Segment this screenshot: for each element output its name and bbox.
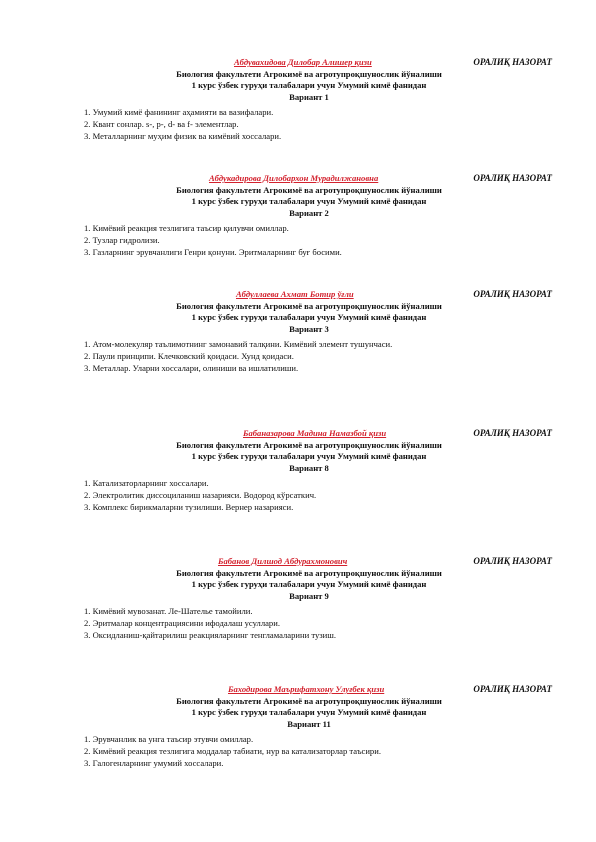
question-item: 3. Металларнинг муҳим физик ва кимёвий хоссалари. — [84, 130, 282, 141]
question-list — [84, 606, 596, 641]
question-item: 2. Эритмалар концентрациясини ифодалаш усуллари. — [84, 618, 280, 629]
variant-title: Вариант 3 — [289, 323, 329, 334]
student-name: Бабаназарова Мадина Намазбой қизи — [243, 428, 387, 438]
question-item: 3. Галогенларнинг умумий хоссалари. — [84, 757, 224, 768]
student-name: Бабанов Дилшод Абдурахмонович — [218, 556, 348, 566]
course-line: 1 курс ўзбек гуруҳи талабалари учун Умумий кимё фанидан — [191, 707, 427, 718]
faculty-line: Биология факультети Агрокимё ва агротупроқшунослик йўналиши — [176, 301, 442, 311]
question-item: 1. Кимёвий реакция тезлигига таъсир қилувчи омиллар. — [84, 223, 289, 234]
student-name: Абдувахидова Дилобар Алишер қизи — [234, 57, 372, 67]
variant-title: Вариант 9 — [289, 590, 329, 601]
variant-title: Вариант 1 — [289, 91, 329, 102]
variant-section — [0, 684, 596, 770]
question-item: 1. Умумий кимё фанининг аҳамияти ва вазифалари. — [84, 107, 274, 118]
faculty-line: Биология факультети Агрокимё ва агротупроқшунослик йўналиши — [176, 69, 442, 79]
variant-section — [0, 289, 596, 375]
question-item: 2. Квант сонлар. s-, p-, d- ва f- элементлар. — [84, 119, 239, 130]
question-item: 2. Паули принципи. Клечковский қоидаси. Хунд қоидаси. — [84, 351, 294, 362]
student-name: Абдукадирова Дилобархон Мурадилжановна — [209, 173, 379, 183]
course-line: 1 курс ўзбек гуруҳи талабалари учун Умумий кимё фанидан — [191, 312, 427, 323]
exam-label: ОРАЛИҚ НАЗОРАТ — [473, 289, 552, 299]
question-item: 2. Электролитик диссоциланиш назарияси. Водород кўрсаткич. — [84, 490, 317, 501]
course-line: 1 курс ўзбек гуруҳи талабалари учун Умумий кимё фанидан — [191, 451, 427, 462]
question-item: 3. Газларнинг эрувчанлиги Генри қонуни. Эритмаларнинг буғ босими. — [84, 246, 342, 257]
question-item: 1. Атом-молекуляр таълимотнинг замонавий талқини. Кимёвий элемент тушунчаси. — [84, 339, 393, 350]
exam-label: ОРАЛИҚ НАЗОРАТ — [473, 556, 552, 566]
exam-label: ОРАЛИҚ НАЗОРАТ — [473, 173, 552, 183]
faculty-line: Биология факультети Агрокимё ва агротупроқшунослик йўналиши — [176, 440, 442, 450]
course-line: 1 курс ўзбек гуруҳи талабалари учун Умумий кимё фанидан — [191, 196, 427, 207]
variant-section — [0, 57, 596, 143]
course-line: 1 курс ўзбек гуруҳи талабалари учун Умумий кимё фанидан — [191, 579, 427, 590]
question-item: 3. Оксидланиш-қайтарилиш реакцияларнинг тенгламаларини тузиш. — [84, 629, 337, 640]
question-list — [84, 478, 596, 513]
exam-label: ОРАЛИҚ НАЗОРАТ — [473, 428, 552, 438]
variant-section — [0, 173, 596, 259]
variant-title: Вариант 2 — [289, 207, 329, 218]
faculty-line: Биология факультети Агрокимё ва агротупроқшунослик йўналиши — [176, 185, 442, 195]
variant-section — [0, 556, 596, 642]
variant-section — [0, 428, 596, 514]
student-name: Баходирова Маърифатхону Улуғбек қизи — [228, 684, 385, 694]
question-item: 1. Эрувчанлик ва унга таъсир этувчи омиллар. — [84, 734, 254, 745]
question-list — [84, 223, 596, 258]
question-list — [84, 734, 596, 769]
variant-title: Вариант 8 — [289, 462, 329, 473]
question-item: 2. Тузлар гидролизи. — [84, 235, 160, 246]
course-line: 1 курс ўзбек гуруҳи талабалари учун Умумий кимё фанидан — [191, 80, 427, 91]
question-item: 2. Кимёвий реакция тезлигига моддалар табиати, нур ва катализаторлар таъсири. — [84, 746, 381, 757]
variant-title: Вариант 11 — [287, 718, 331, 729]
question-list — [84, 339, 596, 374]
exam-label: ОРАЛИҚ НАЗОРАТ — [473, 684, 552, 694]
question-item: 1. Кимёвий мувозанат. Ле-Шателье тамойили. — [84, 606, 253, 617]
question-list — [84, 107, 596, 142]
question-item: 3. Металлар. Уларни хоссалари, олиниши ва ишлатилиши. — [84, 362, 299, 373]
exam-label: ОРАЛИҚ НАЗОРАТ — [473, 57, 552, 67]
faculty-line: Биология факультети Агрокимё ва агротупроқшунослик йўналиши — [176, 568, 442, 578]
student-name: Абдуллаева Ахмат Ботир ўғли — [236, 289, 354, 299]
question-item: 3. Комплекс бирикмаларни тузилиши. Вернер назарияси. — [84, 501, 294, 512]
faculty-line: Биология факультети Агрокимё ва агротупроқшунослик йўналиши — [176, 696, 442, 706]
question-item: 1. Катализаторларнинг хоссалари. — [84, 478, 209, 489]
